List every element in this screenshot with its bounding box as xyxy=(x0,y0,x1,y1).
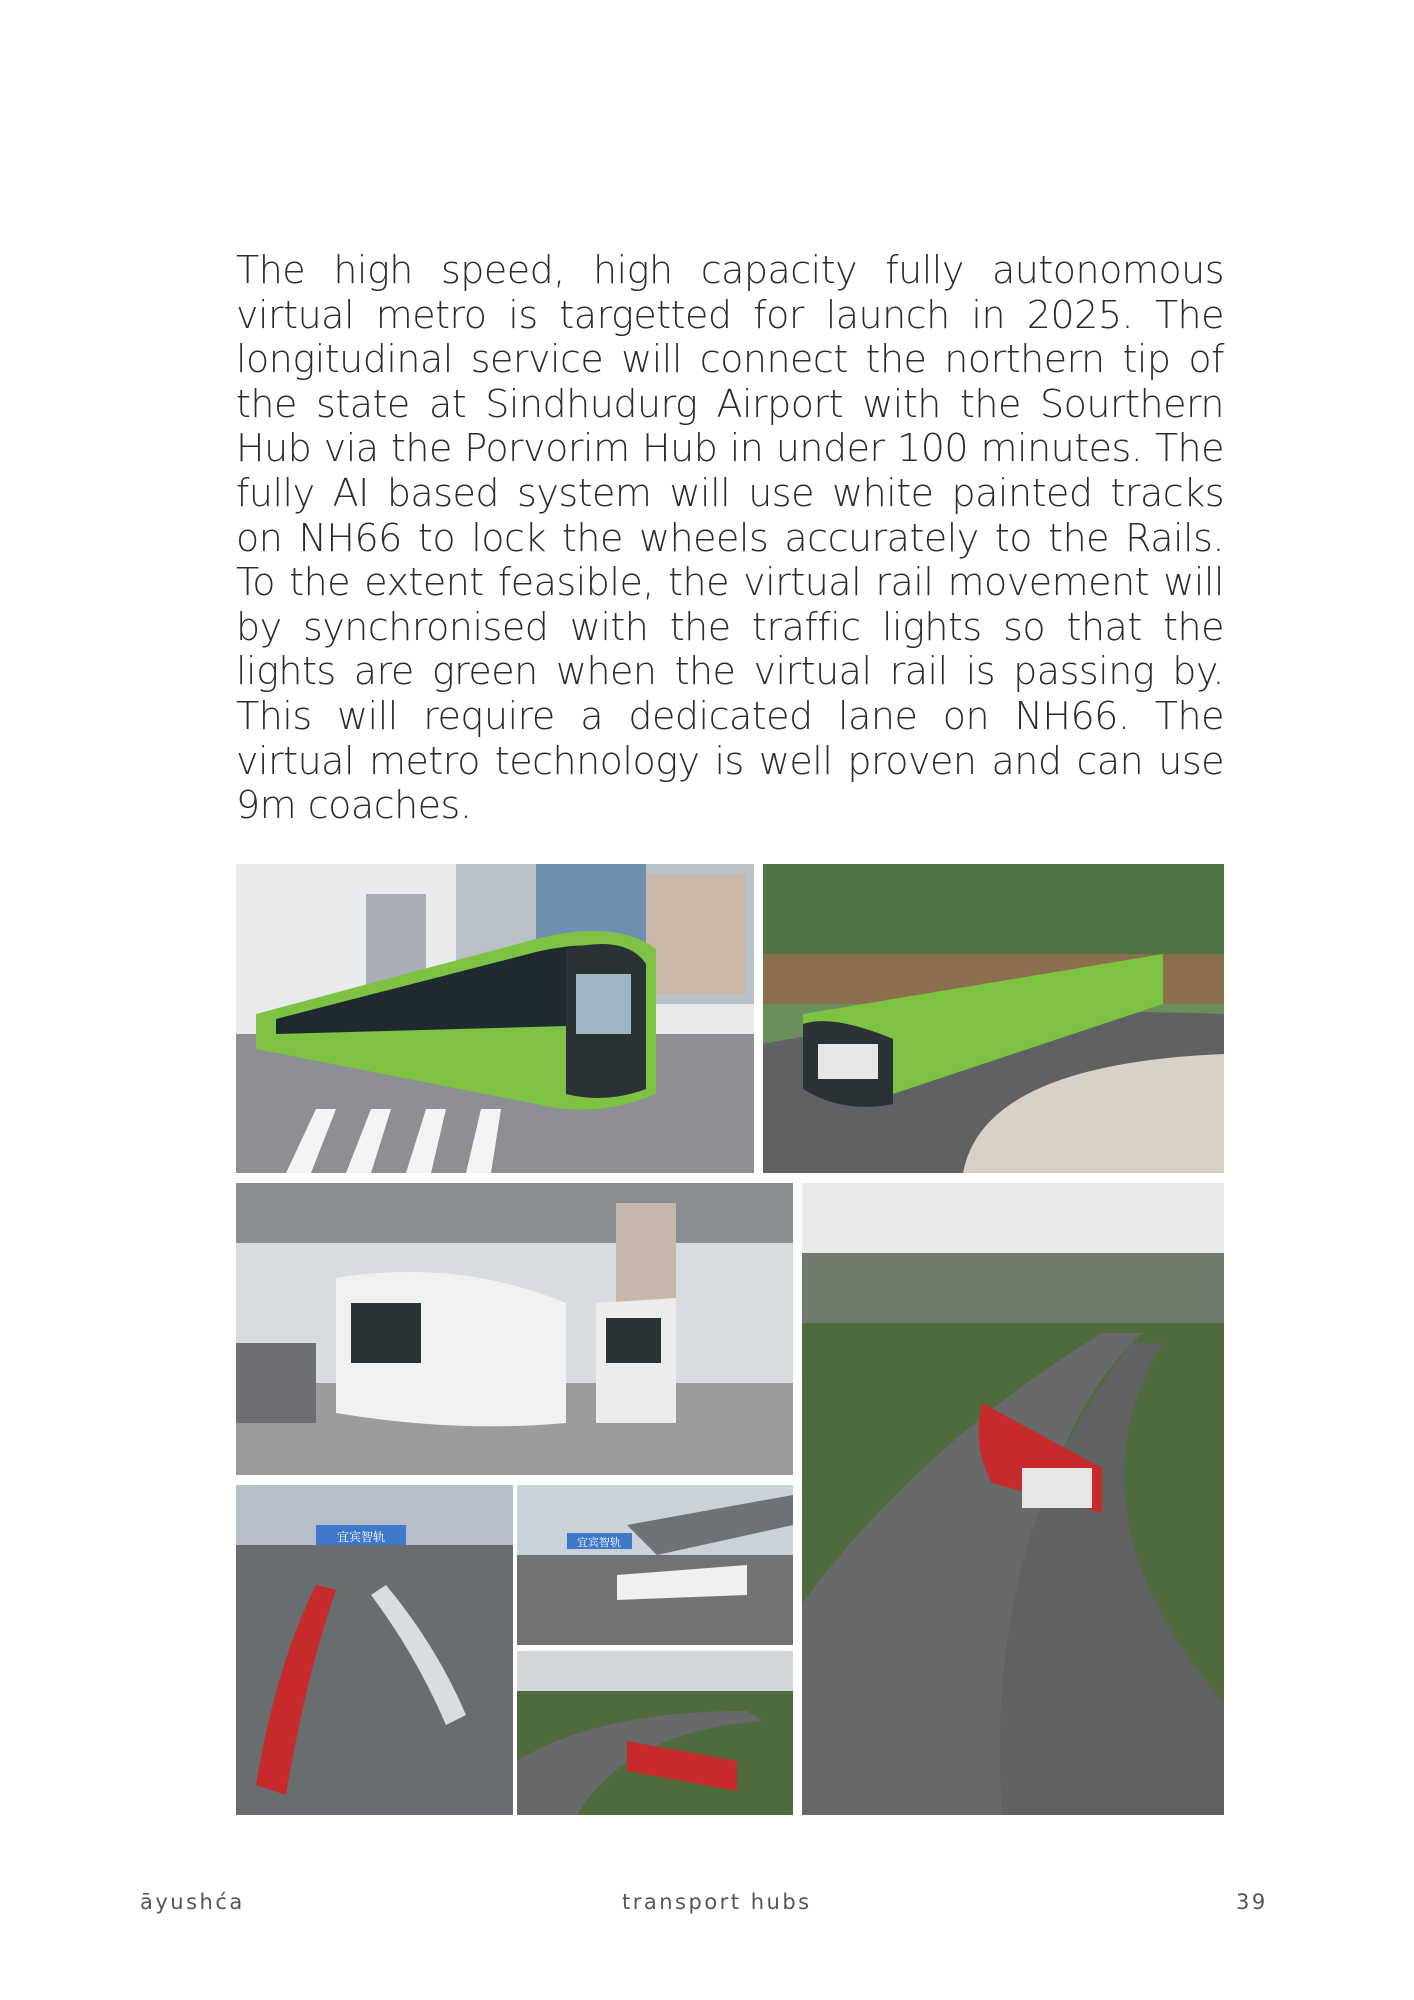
footer-brand: āyushća xyxy=(140,1890,245,1914)
photo-green-tram-curve xyxy=(763,864,1224,1173)
footer-section: transport hubs xyxy=(622,1890,812,1914)
photo-5-sign-text: 宜宾智轨 xyxy=(336,1530,386,1544)
photo-aerial-trams xyxy=(236,1485,513,1815)
photo-white-tram-station-sign xyxy=(517,1485,793,1645)
photo-3-sign-text: 宜宾智轨 xyxy=(577,1536,621,1549)
body-paragraph: The high speed, high capacity fully autonomous virtual metro is targetted for launch in 2025. The longitudinal service will connect the northern tip of the state at Sindhudurg Airport with the Sourthern Hub via the Porvorim Hub in under 100 minutes. The fully AI based system will use white painted tracks on NH66 to lock the wheels accurately to the Rails. To the extent feasible, the virtual rail movement will by synchronised with the traffic lights so that the lights are green when the virtual rail is passing by. This will require a dedicated lane on NH66. The virtual metro technology is well proven and can use 9m coaches. xyxy=(236,248,1224,828)
photo-red-tram-curve xyxy=(517,1651,793,1815)
photo-red-tram-winding-road xyxy=(802,1183,1224,1815)
photo-white-trams-station xyxy=(236,1183,793,1475)
photo-green-tram-street xyxy=(236,864,754,1173)
footer-page-number: 39 xyxy=(1236,1890,1268,1914)
